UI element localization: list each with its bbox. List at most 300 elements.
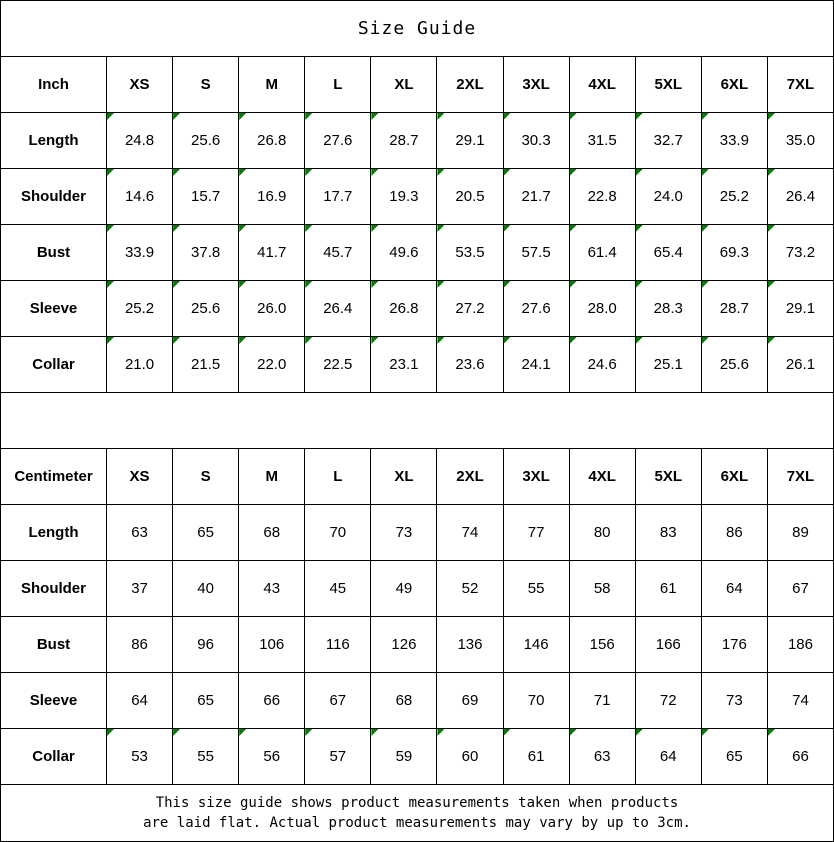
value-cell <box>436 337 502 392</box>
value-cell <box>106 169 172 224</box>
value-text: 146 <box>523 636 549 653</box>
value-text: 58 <box>593 580 611 597</box>
cell-flag-triangle-icon <box>437 113 444 120</box>
cell-flag-triangle-icon <box>437 729 444 736</box>
value-cell <box>172 729 238 784</box>
footer-note <box>1 784 833 841</box>
value-text: 21.7 <box>521 188 551 205</box>
title-row <box>1 1 833 56</box>
value-text: 19.3 <box>389 188 419 205</box>
cell-flag-triangle-icon <box>570 225 577 232</box>
value-text: 26.8 <box>257 132 287 149</box>
value-text: 27.6 <box>323 132 353 149</box>
cell-flag-triangle-icon <box>702 169 709 176</box>
value-text: 24.0 <box>653 188 683 205</box>
size-header-6xl: 6XL <box>701 449 767 504</box>
value-text: 60 <box>461 748 479 765</box>
value-cell <box>172 505 238 560</box>
value-cell <box>106 617 172 672</box>
value-text: 31.5 <box>587 132 617 149</box>
size-header-xs: XS <box>106 449 172 504</box>
value-cell <box>370 729 436 784</box>
value-cell <box>106 337 172 392</box>
value-cell <box>569 113 635 168</box>
value-text: 14.6 <box>124 188 155 205</box>
value-cell <box>436 169 502 224</box>
value-cell <box>436 561 502 616</box>
cell-flag-triangle-icon <box>504 337 511 344</box>
cell-flag-triangle-icon <box>768 169 775 176</box>
size-header-xl: XL <box>370 57 436 112</box>
cell-flag-triangle-icon <box>371 169 378 176</box>
value-text: 56 <box>263 748 281 765</box>
value-cell <box>503 561 569 616</box>
value-text: 70 <box>329 524 347 541</box>
value-text: 55 <box>527 580 545 597</box>
value-cell <box>304 225 370 280</box>
value-cell <box>238 225 304 280</box>
value-cell <box>569 505 635 560</box>
value-cell <box>304 281 370 336</box>
value-text: 53.5 <box>455 244 485 261</box>
value-cell <box>635 505 701 560</box>
value-cell <box>767 169 833 224</box>
value-text: 25.2 <box>124 300 155 317</box>
value-text: 21.0 <box>124 356 155 373</box>
table-row <box>1 224 833 280</box>
value-cell <box>503 505 569 560</box>
cell-flag-triangle-icon <box>768 281 775 288</box>
cell-flag-triangle-icon <box>570 281 577 288</box>
table-row <box>1 672 833 728</box>
value-cell <box>767 281 833 336</box>
header-row <box>1 56 833 112</box>
value-text: 37 <box>131 580 148 597</box>
cell-flag-triangle-icon <box>570 113 577 120</box>
value-text: 61.4 <box>587 244 617 261</box>
value-text: 26.4 <box>785 188 816 205</box>
value-text: 24.8 <box>124 132 155 149</box>
value-cell <box>635 673 701 728</box>
cell-flag-triangle-icon <box>239 225 246 232</box>
value-cell <box>304 673 370 728</box>
cell-flag-triangle-icon <box>570 169 577 176</box>
value-cell <box>172 337 238 392</box>
cell-flag-triangle-icon <box>437 337 444 344</box>
value-text: 22.8 <box>587 188 617 205</box>
value-text: 17.7 <box>323 188 353 205</box>
cell-flag-triangle-icon <box>173 281 180 288</box>
size-header-l: L <box>304 57 370 112</box>
row-label: Collar <box>32 356 75 373</box>
cell-flag-triangle-icon <box>768 225 775 232</box>
cell-flag-triangle-icon <box>702 337 709 344</box>
cell-flag-triangle-icon <box>570 337 577 344</box>
size-header-2xl: 2XL <box>436 57 502 112</box>
value-text: 22.0 <box>257 356 287 373</box>
row-label: Shoulder <box>20 188 86 205</box>
value-cell <box>569 169 635 224</box>
value-text: 69.3 <box>719 244 749 261</box>
row-label: Sleeve <box>29 300 78 317</box>
value-text: 21.5 <box>191 356 221 373</box>
value-text: 28.7 <box>719 300 749 317</box>
table-row <box>1 560 833 616</box>
cell-flag-triangle-icon <box>371 337 378 344</box>
value-text: 63 <box>131 524 148 541</box>
value-cell <box>436 617 502 672</box>
value-cell <box>635 169 701 224</box>
value-cell <box>701 337 767 392</box>
value-text: 72 <box>659 692 677 709</box>
value-text: 57.5 <box>521 244 551 261</box>
cell-flag-triangle-icon <box>239 729 246 736</box>
value-text: 65 <box>726 748 743 765</box>
cell-flag-triangle-icon <box>305 729 312 736</box>
cell-flag-triangle-icon <box>636 225 643 232</box>
table-row <box>1 728 833 784</box>
value-text: 176 <box>721 636 747 653</box>
value-text: 67 <box>329 692 347 709</box>
value-cell <box>569 337 635 392</box>
cell-flag-triangle-icon <box>437 225 444 232</box>
value-cell <box>503 673 569 728</box>
footer-note-line-2: are laid flat. Actual product measurements may vary by up to 3cm. <box>143 815 691 831</box>
value-cell <box>238 337 304 392</box>
page-title: Size Guide <box>357 18 477 39</box>
value-text: 30.3 <box>521 132 551 149</box>
value-text: 61 <box>659 580 677 597</box>
cell-flag-triangle-icon <box>305 225 312 232</box>
value-cell <box>106 729 172 784</box>
value-text: 20.5 <box>455 188 485 205</box>
value-text: 66 <box>792 748 809 765</box>
value-text: 64 <box>659 748 677 765</box>
value-cell <box>106 113 172 168</box>
value-cell <box>635 729 701 784</box>
cell-flag-triangle-icon <box>636 281 643 288</box>
value-cell <box>701 617 767 672</box>
cell-flag-triangle-icon <box>107 169 114 176</box>
value-cell <box>238 673 304 728</box>
value-text: 77 <box>527 524 545 541</box>
value-text: 25.6 <box>191 300 221 317</box>
value-cell <box>503 617 569 672</box>
cell-flag-triangle-icon <box>305 169 312 176</box>
value-cell <box>304 169 370 224</box>
value-cell <box>767 113 833 168</box>
value-text: 26.1 <box>785 356 816 373</box>
value-cell <box>701 225 767 280</box>
value-cell <box>767 337 833 392</box>
value-text: 73 <box>395 524 413 541</box>
value-cell <box>106 505 172 560</box>
value-text: 24.6 <box>587 356 617 373</box>
value-cell <box>767 505 833 560</box>
size-header-xl: XL <box>370 449 436 504</box>
value-text: 33.9 <box>124 244 155 261</box>
value-text: 28.3 <box>653 300 683 317</box>
value-text: 116 <box>325 636 350 653</box>
cell-flag-triangle-icon <box>107 729 114 736</box>
value-cell <box>503 281 569 336</box>
cell-flag-triangle-icon <box>173 729 180 736</box>
value-cell <box>569 225 635 280</box>
cell-flag-triangle-icon <box>702 281 709 288</box>
cell-flag-triangle-icon <box>437 281 444 288</box>
cell-flag-triangle-icon <box>371 225 378 232</box>
value-text: 33.9 <box>719 132 749 149</box>
cell-flag-triangle-icon <box>636 729 643 736</box>
header-row <box>1 448 833 504</box>
value-cell <box>370 673 436 728</box>
value-text: 126 <box>391 636 417 653</box>
value-cell <box>767 561 833 616</box>
value-text: 23.1 <box>389 356 419 373</box>
value-cell <box>569 729 635 784</box>
cell-flag-triangle-icon <box>305 113 312 120</box>
value-text: 166 <box>655 636 681 653</box>
value-text: 68 <box>263 524 281 541</box>
value-cell <box>701 281 767 336</box>
value-cell <box>106 225 172 280</box>
value-cell <box>436 729 502 784</box>
value-text: 57 <box>329 748 347 765</box>
value-text: 15.7 <box>191 188 221 205</box>
value-text: 65 <box>197 692 214 709</box>
value-text: 22.5 <box>323 356 353 373</box>
size-header-s: S <box>172 449 238 504</box>
value-cell <box>304 113 370 168</box>
value-cell <box>370 281 436 336</box>
cell-flag-triangle-icon <box>173 337 180 344</box>
cell-flag-triangle-icon <box>702 729 709 736</box>
cell-flag-triangle-icon <box>504 281 511 288</box>
value-cell <box>503 113 569 168</box>
value-cell <box>569 281 635 336</box>
value-text: 35.0 <box>785 132 816 149</box>
value-text: 43 <box>263 580 281 597</box>
cell-flag-triangle-icon <box>504 169 511 176</box>
value-text: 45 <box>329 580 347 597</box>
value-cell <box>172 225 238 280</box>
value-cell <box>370 561 436 616</box>
value-text: 86 <box>131 636 148 653</box>
value-cell <box>767 617 833 672</box>
cell-flag-triangle-icon <box>570 729 577 736</box>
cell-flag-triangle-icon <box>173 113 180 120</box>
value-text: 67 <box>792 580 809 597</box>
row-label: Bust <box>36 636 71 653</box>
value-cell <box>569 617 635 672</box>
value-cell <box>370 225 436 280</box>
cell-flag-triangle-icon <box>305 281 312 288</box>
centimeter-table <box>1 448 833 784</box>
value-text: 27.6 <box>521 300 551 317</box>
value-text: 25.2 <box>719 188 749 205</box>
value-text: 52 <box>461 580 479 597</box>
value-cell <box>701 673 767 728</box>
cell-flag-triangle-icon <box>107 337 114 344</box>
value-cell <box>370 169 436 224</box>
value-cell <box>172 113 238 168</box>
cell-flag-triangle-icon <box>702 113 709 120</box>
table-spacer <box>1 392 833 448</box>
value-text: 26.8 <box>389 300 419 317</box>
size-header-4xl: 4XL <box>569 449 635 504</box>
value-text: 45.7 <box>323 244 353 261</box>
value-text: 156 <box>589 636 615 653</box>
cell-flag-triangle-icon <box>239 281 246 288</box>
cell-flag-triangle-icon <box>173 169 180 176</box>
cell-flag-triangle-icon <box>239 113 246 120</box>
value-text: 26.0 <box>257 300 287 317</box>
table-row <box>1 616 833 672</box>
value-text: 96 <box>197 636 214 653</box>
value-text: 83 <box>659 524 677 541</box>
value-cell <box>635 561 701 616</box>
value-cell <box>172 561 238 616</box>
size-header-3xl: 3XL <box>503 449 569 504</box>
value-cell <box>701 561 767 616</box>
cell-flag-triangle-icon <box>107 225 114 232</box>
value-cell <box>304 617 370 672</box>
value-cell <box>503 729 569 784</box>
size-header-m: M <box>238 449 304 504</box>
value-text: 61 <box>527 748 545 765</box>
cell-flag-triangle-icon <box>107 281 114 288</box>
value-text: 186 <box>787 636 813 653</box>
value-text: 25.6 <box>719 356 749 373</box>
value-text: 69 <box>461 692 479 709</box>
value-text: 136 <box>457 636 483 653</box>
value-text: 41.7 <box>257 244 287 261</box>
value-cell <box>238 561 304 616</box>
cell-flag-triangle-icon <box>768 113 775 120</box>
cell-flag-triangle-icon <box>239 337 246 344</box>
value-cell <box>569 673 635 728</box>
value-cell <box>172 673 238 728</box>
row-label: Length <box>28 132 79 149</box>
value-text: 86 <box>726 524 743 541</box>
cell-flag-triangle-icon <box>768 729 775 736</box>
row-label: Shoulder <box>20 580 86 597</box>
cell-flag-triangle-icon <box>239 169 246 176</box>
value-text: 28.7 <box>389 132 419 149</box>
value-cell <box>635 337 701 392</box>
size-header-2xl: 2XL <box>436 449 502 504</box>
value-text: 28.0 <box>587 300 617 317</box>
value-cell <box>172 281 238 336</box>
cell-flag-triangle-icon <box>437 169 444 176</box>
value-cell <box>436 505 502 560</box>
cell-flag-triangle-icon <box>371 113 378 120</box>
cell-flag-triangle-icon <box>107 113 114 120</box>
value-cell <box>106 561 172 616</box>
value-text: 70 <box>527 692 545 709</box>
value-cell <box>436 225 502 280</box>
value-cell <box>106 673 172 728</box>
value-cell <box>569 561 635 616</box>
value-cell <box>238 281 304 336</box>
value-cell <box>503 225 569 280</box>
value-cell <box>304 505 370 560</box>
value-text: 63 <box>593 748 611 765</box>
footer-note-line-1: This size guide shows product measurements taken when products <box>155 795 679 811</box>
value-text: 25.1 <box>653 356 683 373</box>
cell-flag-triangle-icon <box>173 225 180 232</box>
value-text: 74 <box>792 692 809 709</box>
value-cell <box>436 113 502 168</box>
value-text: 40 <box>197 580 214 597</box>
cell-flag-triangle-icon <box>702 225 709 232</box>
value-text: 27.2 <box>455 300 485 317</box>
cell-flag-triangle-icon <box>768 337 775 344</box>
row-label: Sleeve <box>29 692 78 709</box>
table-row <box>1 504 833 560</box>
value-cell <box>370 113 436 168</box>
value-text: 64 <box>726 580 743 597</box>
size-header-s: S <box>172 57 238 112</box>
value-cell <box>370 505 436 560</box>
value-text: 65.4 <box>653 244 683 261</box>
size-header-7xl: 7XL <box>767 57 833 112</box>
value-cell <box>304 561 370 616</box>
value-text: 66 <box>263 692 281 709</box>
value-cell <box>304 337 370 392</box>
cell-flag-triangle-icon <box>504 113 511 120</box>
size-header-3xl: 3XL <box>503 57 569 112</box>
value-text: 71 <box>593 692 611 709</box>
unit-label: Centimeter <box>14 468 93 485</box>
table-row <box>1 112 833 168</box>
cell-flag-triangle-icon <box>636 169 643 176</box>
value-cell <box>767 673 833 728</box>
value-cell <box>436 673 502 728</box>
value-cell <box>172 169 238 224</box>
value-text: 24.1 <box>521 356 551 373</box>
size-header-4xl: 4XL <box>569 57 635 112</box>
value-cell <box>238 729 304 784</box>
value-cell <box>370 617 436 672</box>
table-row <box>1 280 833 336</box>
value-text: 80 <box>593 524 611 541</box>
value-text: 55 <box>197 748 214 765</box>
value-text: 59 <box>395 748 413 765</box>
size-header-xs: XS <box>106 57 172 112</box>
value-text: 73 <box>726 692 743 709</box>
value-cell <box>106 281 172 336</box>
value-cell <box>701 113 767 168</box>
cell-flag-triangle-icon <box>504 729 511 736</box>
value-text: 29.1 <box>455 132 485 149</box>
size-header-6xl: 6XL <box>701 57 767 112</box>
value-cell <box>635 617 701 672</box>
value-text: 64 <box>131 692 148 709</box>
value-cell <box>238 617 304 672</box>
value-text: 37.8 <box>191 244 221 261</box>
value-text: 26.4 <box>323 300 353 317</box>
value-cell <box>701 169 767 224</box>
value-cell <box>701 505 767 560</box>
value-cell <box>635 113 701 168</box>
value-cell <box>767 729 833 784</box>
value-cell <box>635 225 701 280</box>
inch-table <box>1 56 833 392</box>
value-cell <box>172 617 238 672</box>
value-cell <box>238 169 304 224</box>
size-header-l: L <box>304 449 370 504</box>
